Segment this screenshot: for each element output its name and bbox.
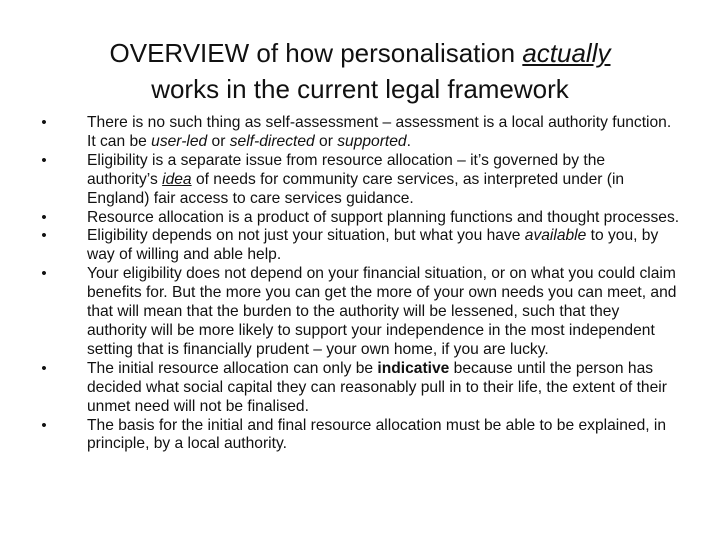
bullet-dot-icon: • bbox=[41, 151, 47, 169]
bullet-italic-text: supported bbox=[337, 132, 407, 150]
bullet-italic-text: user-led bbox=[151, 132, 208, 150]
bullet-item-1 bbox=[40, 114, 680, 152]
bullet-italic-text: self-directed bbox=[229, 132, 315, 150]
title-line-1 bbox=[40, 35, 680, 71]
bullet-item-6 bbox=[40, 360, 680, 417]
bullet-text: Your eligibility does not depend on your financial situation, or on what you could claim benefits for. But the more you can get the more of your own needs you can meet, and that will mean that the burden to the authority will be lessened, such that they authority will be more likely to support your independence in the most independent setting that is financially prudent – your own home, if you are lucky. bbox=[87, 265, 677, 358]
bullet-dot-icon: • bbox=[41, 227, 47, 245]
bullet-text: because until the person has decided what social capital they can reasonably pull in to their life, the extent of their unmet need will not be finalised. bbox=[87, 359, 667, 415]
bullet-italic-text: available bbox=[524, 227, 587, 245]
bullet-text: or bbox=[314, 132, 338, 150]
bullet-item-7 bbox=[40, 417, 680, 455]
bullet-item-2 bbox=[40, 152, 680, 209]
bullet-text: of needs for community care services, as interpreted under (in England) fair access to care services guidance. bbox=[87, 170, 625, 207]
bullet-text: The basis for the initial and final resource allocation must be able to be explained, in principle, by a local authority. bbox=[87, 416, 667, 453]
bullet-text: There is no such thing as self-assessment – assessment is a local authority function. It can be bbox=[87, 114, 672, 150]
bullet-dot-icon: • bbox=[41, 114, 47, 131]
title-line-2: works in the current legal framework bbox=[151, 74, 569, 105]
bullet-dot-icon: • bbox=[41, 208, 47, 226]
bullet-dot-icon: • bbox=[41, 416, 47, 434]
title-emphasis-actually: actually bbox=[522, 38, 611, 69]
bullet-item-5 bbox=[40, 265, 680, 360]
bullet-dot-icon: • bbox=[41, 265, 47, 283]
bullet-text: Resource allocation is a product of support planning functions and thought processes. bbox=[87, 208, 680, 226]
bullet-text: or bbox=[207, 132, 230, 150]
bullet-text: Eligibility is a separate issue from resource allocation – it’s governed by the authority’s bbox=[87, 151, 606, 188]
bullet-text: . bbox=[406, 132, 411, 150]
bullet-list bbox=[40, 114, 680, 454]
bullet-item-3 bbox=[40, 209, 680, 228]
title-line-1-text: OVERVIEW of how personalisation bbox=[109, 38, 523, 69]
bullet-text: to you, by way of willing and able help. bbox=[87, 227, 659, 264]
bullet-italic-underlined-text: idea bbox=[162, 170, 192, 188]
bullet-bold-text: indicative bbox=[377, 359, 450, 377]
bullet-item-4 bbox=[40, 227, 680, 265]
bullet-text: The initial resource allocation can only be bbox=[87, 359, 378, 377]
slide-title bbox=[40, 35, 680, 107]
bullet-text: Eligibility depends on not just your situation, but what you have bbox=[87, 227, 525, 245]
bullet-dot-icon: • bbox=[41, 359, 47, 377]
